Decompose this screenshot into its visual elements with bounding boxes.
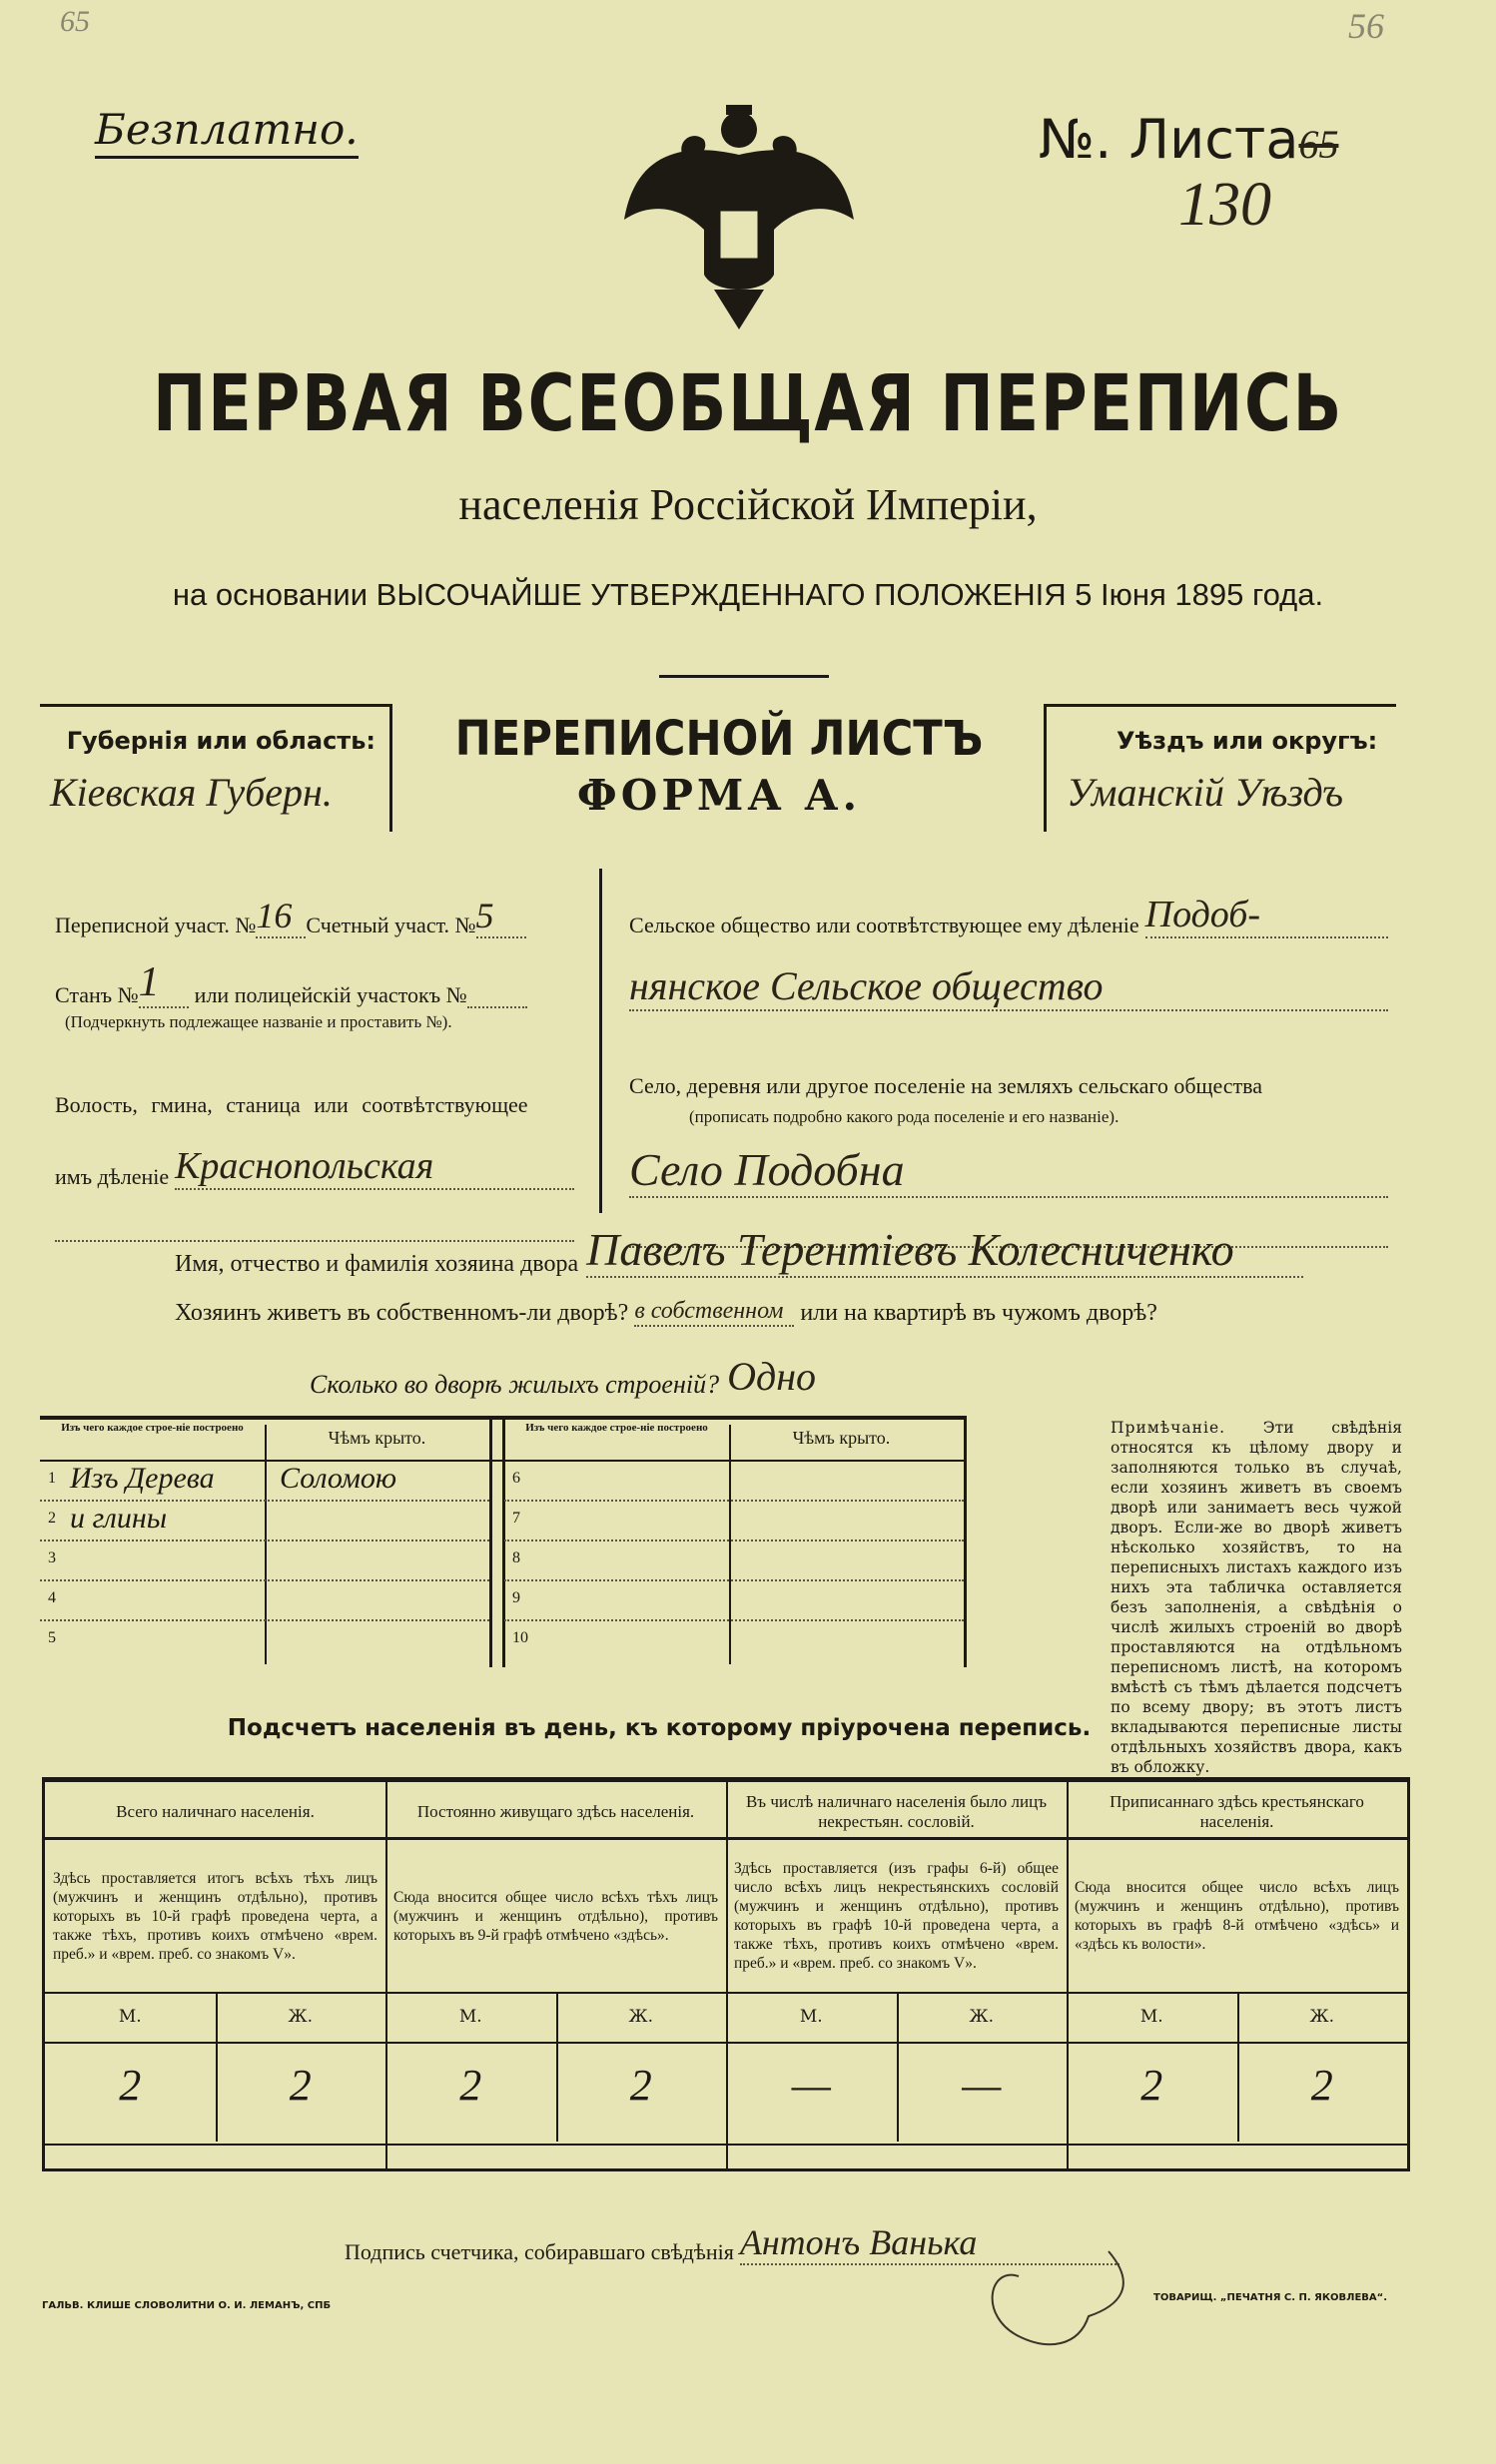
female-count[interactable]: — [962, 2061, 1002, 2110]
subtitle: населенія Россійской Имперіи, [458, 480, 1038, 529]
male-count[interactable]: 2 [459, 2061, 482, 2110]
row-number: 5 [48, 1629, 56, 1646]
row-number: 1 [48, 1470, 56, 1487]
sheet-label: №. Листа [1039, 108, 1299, 171]
society-value-2: нянское Сельское общество [629, 962, 1388, 1011]
col-material-header: Изъ чего каждое строе-ніе построено [525, 1422, 708, 1434]
row-divider [504, 1619, 964, 1621]
male-count[interactable]: 2 [119, 2061, 142, 2110]
province-box [40, 704, 392, 832]
signature-value: Антонъ Ванька [740, 2221, 1120, 2265]
footer-right: ТОВАРИЩ. „ПЕЧАТНЯ С. П. ЯКОВЛЕВА“. [1153, 2292, 1388, 2303]
district-label: Уѣздъ или округъ: [1117, 727, 1378, 755]
count-section-label: Счетный участ. № [306, 913, 476, 937]
owner-lives-label: Хозяинъ живетъ въ собственномъ-ли дворѣ? [175, 1300, 629, 1326]
male-label: М. [799, 2007, 823, 2027]
owner-name-value: Павелъ Терентіевъ Колесниченко [586, 1223, 1303, 1278]
village-label: Село, деревня или другое поселеніе на земляхъ сельскаго общества [629, 1073, 1263, 1098]
col-roof-header: Чѣмъ крыто. [328, 1428, 426, 1448]
row-divider [40, 1619, 489, 1621]
police-value[interactable] [467, 986, 527, 1008]
row-number: 7 [512, 1510, 520, 1527]
col-material-header: Изъ чего каждое строе-ніе построено [61, 1422, 244, 1434]
volost-value: Краснопольская [175, 1144, 574, 1190]
main-title: ПЕРВАЯ ВСЕОБЩАЯ ПЕРЕПИСЬ [152, 359, 1344, 449]
form-name: ФОРМА А. [576, 771, 862, 820]
owner-lives-row [175, 1298, 1303, 1327]
row-number: 2 [48, 1510, 56, 1527]
sheet-number [1039, 108, 1338, 171]
district-value: Уманскій Уѣздъ [1067, 770, 1344, 815]
column-heading: Въ числѣ наличнаго населенія было лицъ некрестьян. сословій. [745, 1792, 1048, 1831]
province-label: Губернія или область: [66, 727, 375, 755]
double-headed-eagle-emblem [614, 100, 864, 334]
male-count[interactable]: 2 [1140, 2061, 1163, 2110]
free-label: Безплатно. [95, 105, 359, 159]
building-material[interactable]: Изъ Дерева [70, 1462, 215, 1495]
female-count[interactable]: 2 [1310, 2061, 1333, 2110]
row-divider [504, 1579, 964, 1581]
footer-left: ГАЛЬВ. КЛИШЕ СЛОВОЛИТНИ О. И. ЛЕМАНЪ, СПБ [42, 2300, 332, 2311]
row-divider [40, 1579, 489, 1581]
row-number: 10 [512, 1629, 528, 1646]
row-divider [504, 1500, 964, 1502]
male-label: М. [458, 2007, 482, 2027]
building-material[interactable]: и глины [70, 1502, 168, 1535]
location-right [629, 879, 1388, 1248]
note-title: Примѣчаніе. [1111, 1419, 1226, 1437]
owner-name-label: Имя, отчество и фамилія хозяина двора [175, 1251, 579, 1277]
buildings-count-value: Одно [727, 1354, 817, 1399]
buildings-count-row [310, 1353, 816, 1400]
census-section-label: Переписной участ. № [55, 913, 257, 937]
police-label: или полицейскій участокъ № [194, 982, 467, 1007]
male-count[interactable]: — [791, 2061, 831, 2110]
buildings-table [40, 1416, 967, 1667]
stan-label: Станъ № [55, 982, 139, 1007]
form-heading: ПЕРЕПИСНОЙ ЛИСТЪ [454, 711, 984, 767]
row-number: 4 [48, 1589, 56, 1606]
row-number: 9 [512, 1589, 520, 1606]
corner-number-right: 56 [1348, 6, 1384, 46]
row-number: 6 [512, 1470, 520, 1487]
female-label: Ж. [288, 2007, 313, 2027]
column-heading: Постоянно живущаго здѣсь населенія. [416, 1802, 695, 1821]
volost-label-1: Волость, гмина, станица или соотвѣтствующее [55, 1092, 528, 1117]
owner-lives-label-2: или на квартирѣ въ чужомъ дворѣ? [800, 1300, 1157, 1326]
population-title: Подсчетъ населенія въ день, къ которому пріурочена перепись. [227, 1715, 1092, 1741]
stan-value: 1 [139, 958, 189, 1008]
count-section-value: 5 [476, 895, 526, 938]
district-box [1044, 704, 1396, 832]
underline-note: (Подчеркнуть подлежащее названіе и проставить №). [65, 1012, 452, 1031]
column-description: Сюда вносится общее число всѣхъ лицъ (мужчинъ и женщинъ отдѣльно), противъ которыхъ въ графѣ 8-й отмѣчено «здѣсь» и «здѣсь къ волости». [1075, 1879, 1399, 1953]
col-roof-header: Чѣмъ крыто. [792, 1428, 891, 1448]
column-heading: Приписаннаго здѣсь крестьянскаго населенія. [1110, 1792, 1364, 1831]
province-value: Кіевская Губерн. [50, 770, 333, 815]
signature-label: Подпись счетчика, собиравшаго свѣдѣнія [345, 2239, 734, 2264]
column-description: Сюда вносится общее число всѣхъ тѣхъ лицъ (мужчинъ и женщинъ отдѣльно), противъ которыхъ въ 9-й графѣ отмѣчено «здѣсь». [393, 1888, 718, 1944]
location-left [55, 879, 574, 1242]
sheet-number-corrected: 130 [1178, 171, 1271, 239]
sheet-number-hand: 65 [1298, 122, 1339, 167]
basis-line: на основании ВЫСОЧАЙШЕ УТВЕРЖДЕННАГО ПОЛОЖЕНІЯ 5 Іюня 1895 года. [172, 577, 1324, 612]
building-roof[interactable]: Соломою [280, 1462, 397, 1495]
row-number: 8 [512, 1549, 520, 1566]
owner-name-row [175, 1223, 1303, 1278]
row-divider [40, 1540, 489, 1541]
female-label: Ж. [628, 2007, 653, 2027]
female-count[interactable]: 2 [629, 2061, 652, 2110]
female-label: Ж. [969, 2007, 994, 2027]
population-table [42, 1777, 1410, 2171]
col-divider [729, 1425, 731, 1664]
buildings-count-label: Сколько во дворѣ жилыхъ строеній? [310, 1370, 720, 1399]
corner-number-left: 65 [60, 5, 90, 38]
census-section-value: 16 [256, 895, 306, 938]
village-note: (прописать подробно какого рода поселеніе и его названіе). [689, 1107, 1120, 1126]
column-heading: Всего наличнаго населенія. [116, 1802, 315, 1821]
society-value-1: Подоб- [1145, 893, 1388, 938]
male-label: М. [1139, 2007, 1163, 2027]
female-count[interactable]: 2 [289, 2061, 312, 2110]
owner-lives-value: в собственном [634, 1298, 794, 1327]
column-description: Здѣсь проставляется (изъ графы 6-й) общее число всѣхъ лицъ некрестьянскихъ сословій (мужчинъ и женщинъ отдѣльно), противъ которыхъ въ графѣ 10-й проведена черта, а также тѣхъ, противъ коихъ отмѣчено «врем. преб.» и «врем. преб. со знакомъ V». [734, 1860, 1059, 1972]
ornament-divider [659, 675, 829, 678]
note-text: Эти свѣдѣнія относятся къ цѣлому двору и заполняются только въ случаѣ, если хозяинъ живетъ въ своемъ дворѣ или занимаетъ весь чужой дворъ. Если-же во дворѣ живетъ нѣсколько хозяйствъ, то на переписныхъ листахъ каждого изъ нихъ эта табличка оставляется безъ заполненія, а свѣдѣнія о числѣ жилыхъ строеній во дворѣ проставляются на отдѣльномъ переписномъ листѣ, на которомъ вмѣстѣ съ тѣмъ дѣлается подсчетъ по всему двору; въ этотъ листъ вкладываются переписные листы отдѣльныхъ хозяйствъ двора, какъ въ обложку. [1111, 1419, 1402, 1776]
male-label: М. [118, 2007, 142, 2027]
female-label: Ж. [1309, 2007, 1334, 2027]
double-divider [489, 1420, 505, 1667]
col-divider [265, 1425, 267, 1664]
volost-label-2: имъ дѣленіе [55, 1164, 170, 1189]
row-divider [504, 1540, 964, 1541]
column-description: Здѣсь проставляется итогъ всѣхъ тѣхъ лицъ (мужчинъ и женщинъ отдѣльно), противъ которыхъ въ 10-й графѣ проведена черта, а также тѣхъ, противъ коихъ отмѣчено «врем. преб.» и «врем. преб. со знакомъ V». [53, 1869, 377, 1963]
signature-flourish [959, 2246, 1158, 2356]
row-number: 3 [48, 1549, 56, 1566]
column-divider [599, 869, 602, 1213]
society-label: Сельское общество или соотвѣтствующее ему дѣленіе [629, 913, 1139, 937]
village-value: Село Подобна [629, 1143, 1388, 1198]
